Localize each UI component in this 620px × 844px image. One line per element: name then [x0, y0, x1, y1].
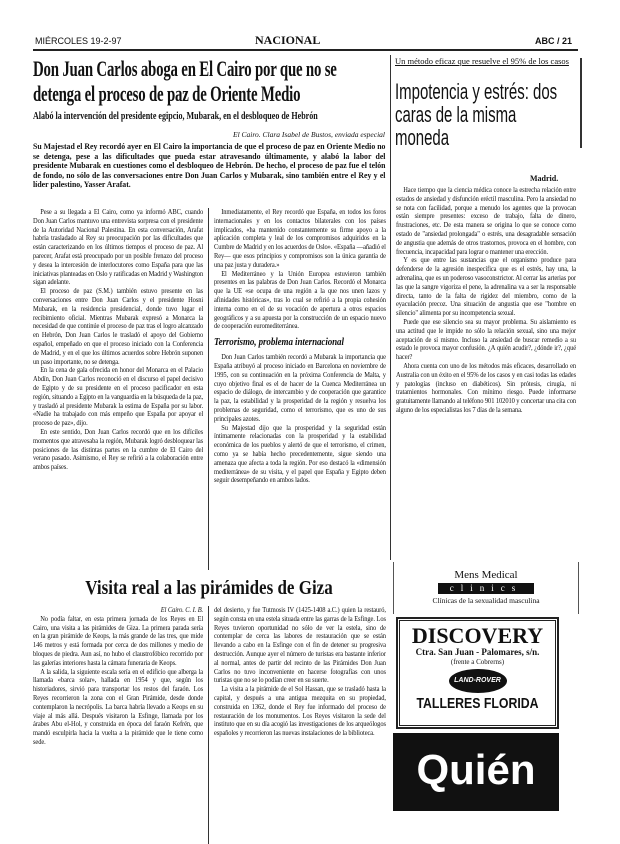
giza-column-1	[33, 606, 203, 747]
paragraph: El proceso de paz (S.M.) también estuvo presente en las conversaciones entre Don Juan Carlos y el presidente Hosni Mubarak, en la residencia presidencial, donde tuvo lugar el recibimiento oficial. Mientras Mubarak expresó a Monarca la necesidad de que continúe el proceso de paz tras el logro alcanzado en Hebrón, Don Juan Carlos le trasladó el apoyo del Gobierno español, empeñado en que el proceso iniciado con la Conferencia de Madrid, y en el que los últimos acuerdos sobre Hebrón suponen un paso importante, no se detenga.	[33, 287, 204, 366]
section-title: NACIONAL	[255, 33, 321, 47]
main-byline: El Cairo. Clara Isabel de Bustos, enviada especial	[233, 130, 385, 139]
main-subheadline: Alabó la intervención del presidente egipcio, Mubarak, en el desbloqueo de Hebrón	[33, 110, 318, 122]
sidebar-dateline: Madrid.	[530, 174, 559, 183]
paragraph: Pese a su llegada a El Cairo, como ya informó ABC, cuando Don Juan Carlos mantuvo una entrevista sorpresa con el presidente de la Autoridad Nacional Palestina. En esta conversación, Arafat habría trasladado al Rey su preocupación por las dificultades que están caracterizando en los últimos tiempos el proceso de paz. Al parecer, Arafat está preocupado por un posible frenazo del proceso y desea la intercesión de interlocutores como España para que las iniciativas planteadas en Oslo y ratificadas en Madrid y Washington sigan adelante.	[33, 208, 204, 287]
ad-address: Ctra. San Juan - Palomares, s/n.	[415, 647, 540, 657]
ad-tagline: Clínicas de la sexualidad masculina	[432, 596, 540, 605]
main-lead: Su Majestad el Rey recordó ayer en El Cairo la importancia de que el proceso de paz en Oriente Medio no se detenga, pese a las dificultades que pueda estar atravesando últimamente, y alabó la labor del presidente Mubarak en cuestiones como el desbloqueo de Hebrón. De hecho, el proceso de paz fue el telón de fondo, no sólo de las conversaciones entre Don Juan Carlos y Mubarak, sino también entre el Rey y el líder palestino, Yasser Arafat.	[33, 142, 386, 190]
paragraph: Ahora cuenta con uno de los métodos más eficaces, desarrollado en Australia con un éxito en el 95% de los casos y en casi todas las edades y patologías (incluso en diabéticos). Sin prótesis, cirugía, ni tratamientos hormonales. Con mínimo riesgo. Puede informarse gratuitamente llamando al teléfono 901 102010 y concertar una cita con alguno de los especialistas los 7 días de la semana.	[396, 361, 576, 414]
column-divider	[208, 606, 209, 844]
paragraph: En este sentido, Don Juan Carlos recordó que en los difíciles momentos que atravesaba la región, Mubarak logró desbloquear las posiciones de las distintas partes en la cumbre de El Cairo del verano pasado. Asimismo, el Rey se refirió a la colaboración entre ambos países.	[33, 427, 204, 472]
sidebar-kicker: Un método eficaz que resuelve el 95% de los casos	[395, 56, 569, 66]
main-column-1	[33, 208, 203, 472]
header-rule	[33, 49, 578, 51]
sidebar-divider	[390, 55, 391, 560]
column-divider	[208, 208, 209, 570]
land-rover-logo: LAND-ROVER	[449, 669, 507, 693]
giza-byline: El Cairo. C. I. B.	[160, 606, 204, 614]
paragraph: Hace tiempo que la ciencia médica conoce la estrecha relación entre estados de ansiedad y disfunción eréctil masculina. Pero la ansiedad no se nota con facilidad, porque a menudo los agentes que la provocan están siempre presentes: exceso de trabajo, falta de dinero, frustraciones, etc. De esta manera se origina lo que se conoce como estado de "ansiedad prolongada" o estrés, una desagradable sensación de angustia que además de otros trastornos, provoca en el hombre, con frecuencia, incapacidad para lograr o mantener una erección.	[396, 186, 576, 256]
ad-quien-title: Quién	[416, 746, 536, 793]
giza-headline: Visita real a las pirámides de Giza	[85, 577, 333, 599]
sidebar-border	[580, 58, 582, 148]
paragraph: En la cena de gala ofrecida en honor del Monarca en el Palacio Abdín, Don Juan Carlos reconoció en el discurso el papel decisivo de Egipto y de su presidente en el proceso pacificador en esta región, situando a Egipto en la vanguardia en la búsqueda de la paz, y trasladó al presidente Mubarak la estima de España por su labor. «Nadie ha trabajado con más empeño que España por apoyar el proceso de paz», dijo.	[33, 366, 204, 428]
sidebar-body	[396, 186, 576, 415]
main-headline: Don Juan Carlos aboga en El Cairo por que no se detenga el proceso de paz de Oriente Medio	[33, 56, 337, 106]
main-column-2	[214, 208, 386, 485]
subheading: Terrorismo, problema internacional	[214, 337, 344, 349]
paragraph: Su Majestad dijo que la prosperidad y la seguridad están íntimamente relacionadas con la prosperidad y la estabilidad económica de los pueblos y alertó de que el terrorismo, el crimen, como ya se había hecho precedentemente, sigue siendo una amenaza que afecta a toda la región. Por eso destacó la «dimensión mediterránea» de su visita, y el papel que España y Egipto deben seguir desempeñando en ambos lados.	[214, 423, 386, 485]
paragraph: Inmediatamente, el Rey recordó que España, en todos los foros internacionales y en los contactos bilaterales con los países implicados, «ha mantenido constantemente su firme apoyo a la aplicación completa y leal de los compromisos adquiridos en la Cumbre de Madrid y en los acuerdos de Oslo». «España —añadió el Rey— que esos principios y compromisos son la única garantía de una paz justa y duradera.»	[214, 208, 386, 269]
paragraph: del desierto, y fue Tutmosis IV (1425-1408 a.C.) quien la restauró, según consta en una estela situada entre las garras de la Esfinge. Los Reyes tuvieron oportunidad no sólo de ver la estela, sino de contemplar de cerca las labores de restauración que se están llevando a cabo en la Esfinge con el fin de detener su progresiva destrucción. Aunque ayer el número de turistas era bastante inferior al normal, antes de partir del recinto de las Pirámides Don Juan Carlos no tuvo inconveniente en hacerse fotografías con unos turistas que no se lo podían creer en su suerte.	[214, 606, 386, 685]
ad-quien	[393, 733, 559, 811]
paragraph: Y es que entre las sustancias que el organismo produce para defenderse de la agresión inespecífica que es el estrés, hay una, la adrenalina, que es un poderoso vasoconstrictor. Al cerrar las arterias por las que la sangre vigoriza el pene, la adrenalina va a ser la responsable directa, tanto de la falta de rigidez del miembro, como de la eyaculación precoz. Una situación de angustia que ese "hombre en silencio" alimenta por su incompetencia sexual.	[396, 256, 576, 318]
ad-discovery	[396, 617, 559, 729]
giza-column-2	[214, 606, 386, 738]
page-number: ABC / 21	[535, 36, 573, 46]
ad-note: (frente a Cobrerns)	[450, 658, 505, 666]
paragraph: Puede que ese silencio sea su mayor problema. Su aislamiento es una actitud que le impide no sólo la relación sexual, sino una mejor aceptación de sí mismo. Incluso la ansiedad de buscar remedio a su estado le provoca mayor confusión. ¿A quién acudir?, ¿dónde ir?, ¿qué hacer?	[396, 317, 576, 362]
paragraph: Don Juan Carlos también recordó a Mubarak la importancia que España atribuyó al proceso iniciado en Barcelona en noviembre de 1995, con su continuación en la próxima Conferencia de Malta, y cuyo objetivo final es el de hacer de la Cuenca Mediterránea un espacio de diálogo, de intercambio y de cooperación que garantice la paz, la estabilidad y la prosperidad de la región y resuelva los problemas de seguridad, como el terrorismo, que es uno de sus principales azotes.	[214, 353, 386, 423]
ad-footer: TALLERES FLORIDA	[416, 695, 539, 712]
paragraph: La visita a la pirámide de el Sol Hassan, que se trasladó hasta la capital, y después a una antigua mezquita en su propiedad, construida en 1362, donde el Rey fue informado del proceso de restauración de los monumentos. Los Reyes visitaron la sede del instituto que en su día acogió las investigaciones de los arqueólogos españoles y recorrieron las nuevas instalaciones de la biblioteca.	[214, 685, 386, 738]
ad-title: DISCOVERY	[411, 623, 544, 648]
ad-mens-medical	[393, 562, 579, 614]
header-date: MIÉRCOLES 19-2-97	[35, 36, 122, 46]
paragraph: No podía faltar, en esta primera jornada de los Reyes en El Cairo, una visita a las pirámides de Giza. La primera parada sería en la gran pirámide de Keops, la más grande de las tres, que mide 146 metros y está formada por cerca de dos millones y medio de bloques de piedra. Aun así, no hubo el claustrofóbico recorrido por las galerías interiores hasta la cámara funeraria de Keops.	[33, 614, 204, 667]
paragraph: El Mediterráneo y la Unión Europea estuvieron también presentes en las palabras de Don Juan Carlos. Recordó el Monarca que la UE «se ocupa de una región a la que nos unen lazos y afinidades históricas», tras lo cual se refirió a la propia cohesión interna como en el de su vocación de apertura a otros espacios geográficos y a su apuesta por la construcción de un espacio nuevo de cooperación euromediterránea.	[214, 269, 386, 331]
ad-brand-2: clinics	[438, 583, 534, 594]
sidebar-headline: Impotencia y estrés: dos caras de la misma moneda	[395, 79, 558, 150]
ad-brand: Mens Medical	[454, 569, 518, 581]
paragraph: A la salida, la siguiente escala sería en el edificio que alberga la llamada «barca solar», hallada en 1954 y que, según los historiadores, sirvió para transportar los restos del faraón. Los Reyes recorrieron la zona con el Gran Pirámide, desde donde contemplaron la necrópolis. La barca habría llevado a Keops en su viaje al más allá. Después visitaron la Esfinge, llamada por los árabes Abu el-Hol, y construida en época del faraón Kefrén, que mandó esculpirla hacia la vuelta a la pirámide que le tiene como sede.	[33, 667, 204, 746]
